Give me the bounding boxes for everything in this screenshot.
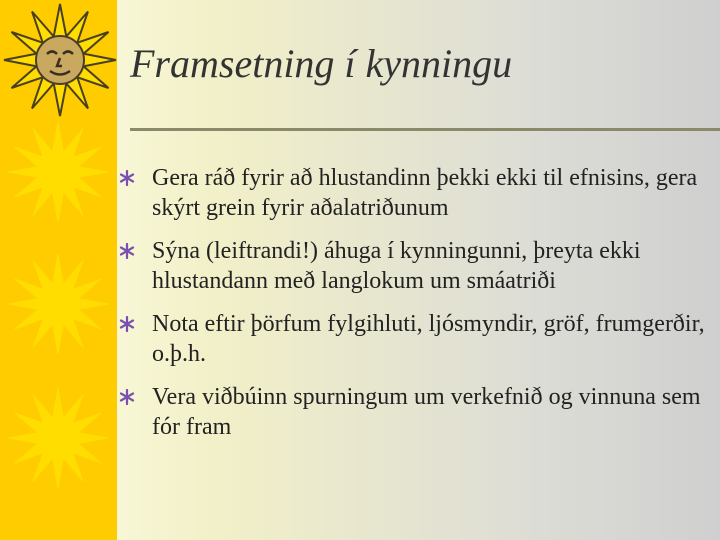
slide-title: Framsetning í kynningu — [130, 41, 513, 86]
bullet-item — [147, 382, 707, 442]
asterisk-bullet-icon — [119, 170, 135, 186]
bullet-text: Nota eftir þörfum fylgihluti, ljósmyndir, gröf, frumgerðir, o.þ.h. — [152, 311, 705, 367]
bullet-item — [147, 309, 707, 369]
bullet-text: Gera ráð fyrir að hlustandinn þekki ekki til efnisins, gera skýrt grein fyrir aðalatriðunum — [152, 165, 698, 221]
title-divider — [130, 128, 720, 131]
bullet-text: Vera viðbúinn spurningum um verkefnið og vinnuna sem fór fram — [152, 384, 701, 440]
sun-burst-icon — [6, 386, 110, 490]
bullet-item — [147, 163, 707, 223]
asterisk-bullet-icon — [119, 316, 135, 332]
sun-burst-icon — [6, 252, 110, 356]
sun-face-icon — [2, 2, 118, 118]
bullet-list — [147, 163, 707, 455]
bullet-item — [147, 236, 707, 296]
sun-burst-icon — [6, 120, 110, 224]
asterisk-bullet-icon — [119, 243, 135, 259]
bullet-text: Sýna (leiftrandi!) áhuga í kynningunni, þreyta ekki hlustandann með langlokum um smáatriði — [152, 238, 641, 294]
asterisk-bullet-icon — [119, 389, 135, 405]
